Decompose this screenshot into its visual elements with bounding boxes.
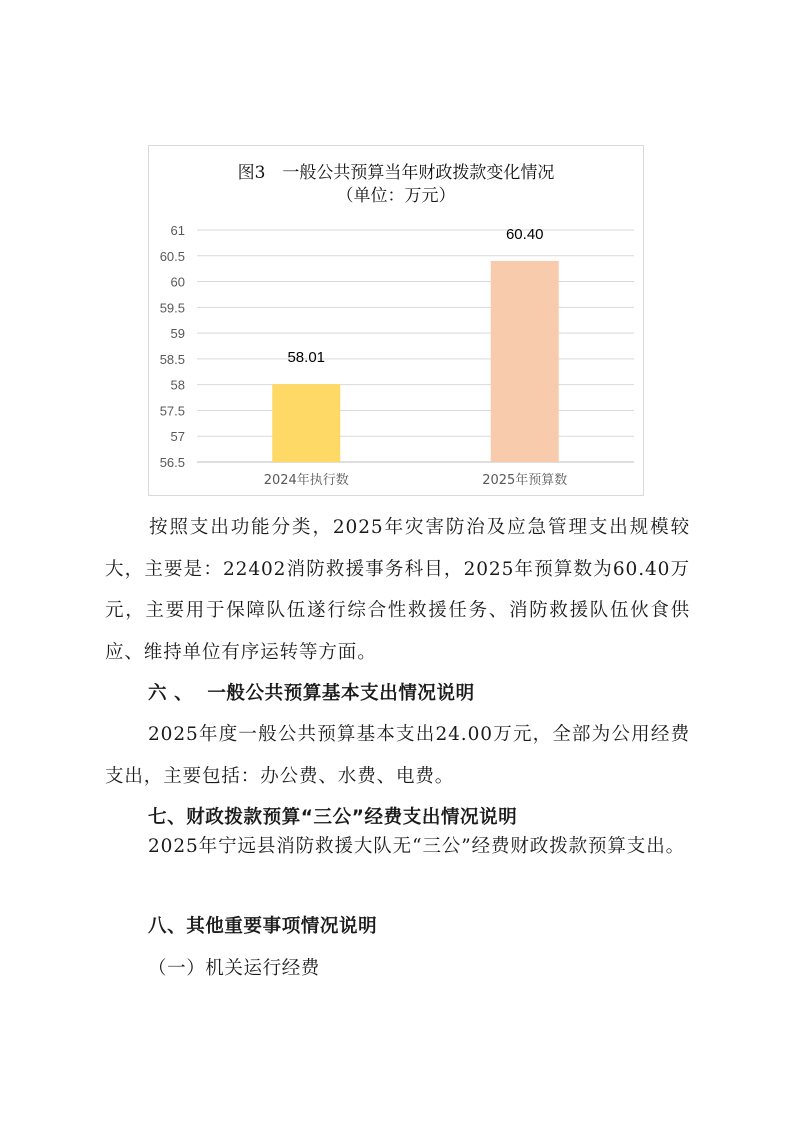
y-tick-label: 59 — [170, 326, 185, 342]
y-tick-label: 58.5 — [159, 351, 185, 367]
heading-three-public-funds: 七、财政拨款预算“三公”经费支出情况说明 — [148, 807, 518, 828]
y-tick-label: 57.5 — [159, 403, 185, 419]
bar — [272, 384, 340, 462]
chart-title: 图3 一般公共预算当年财政拨款变化情况 — [237, 163, 555, 183]
chart-subtitle: （单位：万元） — [336, 186, 456, 206]
subheading-operating-funds: （一）机关运行经费 — [148, 958, 320, 979]
paragraph-function-classification: 按照支出功能分类，2025年灾害防治及应急管理支出规模较大，主要是：22402消防救援事务科目，2025年预算数为60.40万元，主要用于保障队伍遂行综合性救援任务、消防救援队伍伙食供应、维持单位有序运转等方面。 — [105, 517, 690, 663]
bar — [491, 261, 559, 462]
y-tick-label: 57 — [170, 429, 185, 445]
x-tick-label: 2024年执行数 — [263, 473, 349, 488]
paragraph-three-public-funds: 2025年宁远县消防救援大队无“三公”经费财政拨款预算支出。 — [148, 836, 685, 857]
y-tick-label: 60.5 — [159, 248, 185, 264]
heading-basic-expenditure: 六 、 一般公共预算基本支出情况说明 — [148, 683, 475, 704]
x-tick-label: 2025年预算数 — [482, 473, 568, 488]
paragraph-basic-expenditure: 2025年度一般公共预算基本支出24.00万元，全部为公用经费支出，主要包括：办公费、水费、电费。 — [105, 724, 690, 787]
y-tick-label: 58 — [170, 377, 185, 393]
data-label: 58.01 — [287, 349, 326, 367]
y-tick-label: 59.5 — [159, 300, 185, 316]
budget-chart — [148, 145, 644, 496]
y-tick-label: 61 — [170, 223, 185, 238]
y-tick-label: 60 — [170, 274, 185, 290]
chart-plot — [149, 146, 643, 495]
y-tick-label: 56.5 — [159, 455, 185, 470]
data-label: 60.40 — [505, 225, 544, 243]
heading-other-matters: 八、其他重要事项情况说明 — [148, 916, 378, 937]
